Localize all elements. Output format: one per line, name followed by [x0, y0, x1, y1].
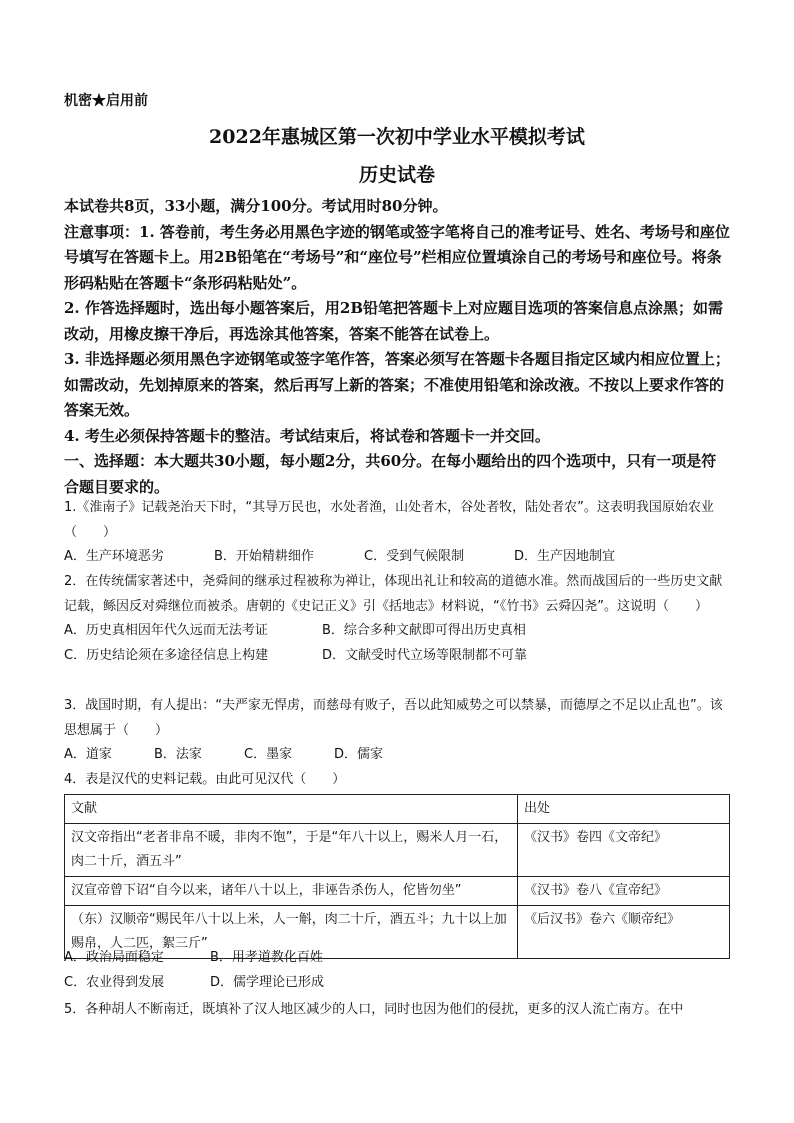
option-c: C．墨家: [244, 747, 293, 762]
exam-subtitle: 历史试卷: [358, 164, 435, 186]
question-options: [64, 946, 730, 971]
option-a: A．生产环境恶劣: [64, 549, 164, 564]
secret-mark: 机密★启用前: [64, 93, 148, 109]
question-1: [64, 496, 730, 570]
question-options: [64, 971, 730, 996]
table-row: [65, 877, 730, 906]
option-b: B．开始精耕细作: [214, 549, 314, 564]
instructions: [64, 194, 730, 500]
cell-source: 《后汉书》卷六《顺帝纪》: [518, 906, 730, 959]
question-stem: 4．表是汉代的史料记载。由此可见汉代（ ）: [64, 772, 346, 787]
option-d: D．文献受时代立场等限制都不可靠: [322, 647, 528, 663]
option-d: D．儒家: [334, 747, 384, 762]
question-stem: 5．各种胡人不断南迁，既填补了汉人地区减少的人口，同时也因为他们的侵扰，更多的汉人流亡南方。在中: [64, 1002, 684, 1017]
column-header-document: 文献: [65, 795, 518, 824]
cell-document: 汉文帝指出“老者非帛不暖，非肉不饱”，于是“年八十以上，赐米人月一石，肉二十斤，酒五斗”: [65, 824, 518, 877]
section-1-heading: 一、选择题：本大题共30小题，每小题2分，共60分。在每小题给出的四个选项中，只有一项是符合题目要求的。: [64, 452, 717, 496]
question-options: [64, 644, 730, 669]
option-d: D．生产因地制宜: [514, 549, 616, 564]
cell-source: 《汉书》卷八《宣帝纪》: [518, 877, 730, 906]
option-b: B．法家: [154, 747, 202, 762]
table-header-row: [65, 795, 730, 824]
question-stem: 3．战国时期，有人提出：“夫严家无悍虏，而慈母有败子，吾以此知威势之可以禁暴，而德厚之不足以止乱也”。该思想属于（ ）: [64, 698, 723, 738]
option-c: C．历史结论须在多途径信息上构建: [64, 647, 269, 663]
question-stem: 1.《淮南子》记载尧治天下时，“其导万民也，水处者渔，山处者木，谷处者牧，陆处者农”。这表明我国原始农业（ ）: [64, 500, 714, 540]
exam-info: 本试卷共8页，33小题，满分100分。考试用时80分钟。: [64, 197, 448, 215]
option-b: B．综合多种文献即可得出历史真相: [322, 623, 526, 638]
source-table: [64, 794, 730, 959]
question-4-options: [64, 946, 730, 995]
option-d: D．儒学理论已形成: [210, 974, 325, 990]
option-a: A．历史真相因年代久远而无法考证: [64, 623, 268, 638]
notice-4: 4. 考生必须保持答题卡的整洁。考试结束后，将试卷和答题卡一并交回。: [64, 426, 550, 445]
cell-source: 《汉书》卷四《文帝纪》: [518, 824, 730, 877]
notice-2: 2. 作答选择题时，选出每小题答案后，用2B铅笔把答题卡上对应题目选项的答案信息点涂黑；如需改动，用橡皮擦干净后，再选涂其他答案，答案不能答在试卷上。: [64, 299, 724, 343]
option-a: A．政治局面稳定: [64, 950, 164, 965]
cell-document: （东）汉顺帝“赐民年八十以上米，人一斛，肉二十斤，酒五斗；九十以上加赐帛，人二匹，絮三斤”: [65, 906, 518, 959]
question-options: [64, 545, 730, 570]
question-2: [64, 570, 730, 668]
exam-title: 2022年惠城区第一次初中学业水平模拟考试: [209, 126, 585, 148]
question-4-stem: [64, 768, 730, 793]
question-5: [64, 998, 730, 1023]
question-3: [64, 694, 730, 768]
notice-1: 注意事项：1. 答卷前，考生务必用黑色字迹的钢笔或签字笔将自己的准考证号、姓名、考场号和座位号填写在答题卡上。用2B铅笔在“考场号”和“座位号”栏相应位置填涂自己的考场号和座位号。将条形码粘贴在答题卡“条形码粘贴处”。: [64, 222, 730, 292]
question-stem: 2．在传统儒家著述中，尧舜间的继承过程被称为禅让，体现出礼让和较高的道德水准。然而战国后的一些历史文献记载，鲧因反对舜继位而被杀。唐朝的《史记正义》引《括地志》材料说，“《竹书》云舜囚尧”。这说明（ ）: [64, 574, 723, 614]
question-options: [64, 619, 730, 644]
notice-3: 3. 非选择题必须用黑色字迹钢笔或签字笔作答，答案必须写在答题卡各题目指定区域内相应位置上；如需改动，先划掉原来的答案，然后再写上新的答案；不准使用铅笔和涂改液。不按以上要求作答的答案无效。: [64, 350, 730, 419]
question-options: [64, 743, 730, 768]
cell-document: 汉宣帝曾下诏“自今以来，诸年八十以上，非诬告杀伤人，佗皆勿坐”: [65, 877, 518, 906]
column-header-source: 出处: [518, 795, 730, 824]
option-c: C．受到气候限制: [364, 549, 465, 564]
table-row: [65, 824, 730, 877]
option-c: C．农业得到发展: [64, 974, 165, 990]
option-b: B．用孝道教化百姓: [210, 950, 323, 965]
option-a: A．道家: [64, 747, 112, 762]
